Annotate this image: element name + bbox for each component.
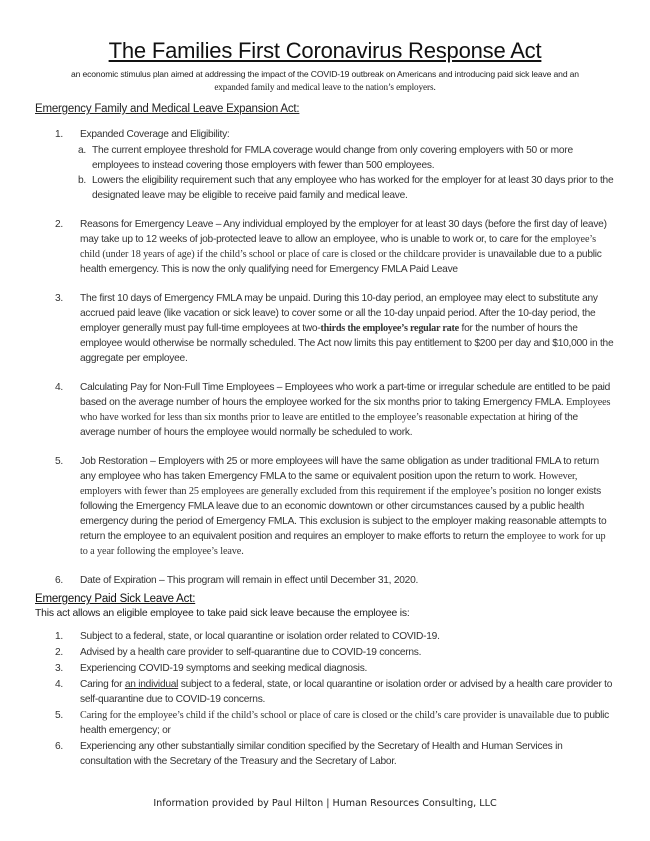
item-text (80, 217, 615, 277)
section-heading-sick-leave: Emergency Paid Sick Leave Act: (35, 593, 196, 605)
text-run: Caring for (80, 679, 125, 690)
item-text: Subject to a federal, state, or local quarantine or isolation order related to COVID-19. (80, 631, 440, 642)
text-run: to public health emergency; or (80, 710, 610, 736)
item-text: Experiencing COVID-19 symptoms and seeking medical diagnosis. (80, 663, 368, 674)
list-item (55, 127, 615, 142)
sub-item (78, 143, 615, 173)
item-text: Experiencing any other substantially similar condition specified by the Secretary of Health and Human Services in consultation with the Secretary of the Treasury and the Secretary of Labor. (80, 741, 563, 767)
sub-item-letter: a. (78, 145, 86, 156)
item-number: 2. (55, 219, 63, 230)
sub-item (78, 173, 615, 203)
text-run: Job Restoration – Employers with 25 or more employees will have the same obligation as under traditional FMLA to return any employee who has taken Emergency FMLA to the same or equivalent position upon the return to work. (80, 456, 599, 482)
item-number: 6. (55, 575, 63, 586)
sub-item-letter: b. (78, 175, 86, 186)
sub-item-text: Lowers the eligibility requirement such that any employee who has worked for the employer for at least 30 days prior to the designated leave may be eligible to receive paid family and medical leave. (92, 175, 614, 201)
subtitle-line-1: an economic stimulus plan aimed at addressing the impact of the COVID-19 outbreak on Americans and introducing paid sick leave and an (71, 69, 579, 79)
item-number: 4. (55, 382, 63, 393)
item-text (80, 677, 615, 707)
fmla-list (55, 127, 615, 588)
list-item (55, 217, 615, 277)
text-run: Reasons for Emergency Leave – Any individual employed by the employer for at least 30 days (before the first day of leave) may take up to 12 weeks of job-protected leave to allow an employee, who is unable to work or, to care for the (80, 219, 607, 245)
sub-item-text: The current employee threshold for FMLA coverage would change from only covering employers with 50 or more employees to instead covering those employers with fewer than 500 employees. (92, 145, 573, 171)
text-run: Caring for the employee’s child if the child’s school or place of care is closed or the child’s care provider is unavailable due (80, 710, 571, 721)
item-number: 5. (55, 710, 63, 721)
text-run: Employees who have worked for less than six months prior to leave are entitled to the employee’s reasonable expectation at (80, 397, 611, 423)
sick-leave-list (55, 629, 615, 769)
text-run: However, employers with fewer than 25 employees are generally excluded from this requirement if the employee’s position (80, 471, 578, 497)
text-run: hiring of the average number of hours the employee would normally be scheduled to work. (80, 412, 578, 438)
document-title: The Families First Coronavirus Response Act (108, 38, 542, 63)
list-item (55, 291, 615, 366)
text-run: subject to a federal, state, or local quarantine or isolation order or advised by a health care provider to self-quarantine due to COVID-19 concerns. (80, 679, 613, 705)
text-run: for the number of hours the employee would otherwise be normally scheduled. The Act now limits this pay entitlement to $200 per day and $10,000 in the aggregate per employee. (80, 323, 614, 364)
subtitle-line-2: expanded family and medical leave to the nation’s employers. (214, 82, 436, 92)
sub-list (78, 143, 615, 203)
footer-credit: Information provided by Paul Hilton | Human Resources Consulting, LLC (153, 798, 497, 809)
text-run: employee to work for up to a year following the employee’s leave. (80, 531, 606, 557)
list-item (55, 573, 615, 588)
text-run-underlined: an individual (124, 679, 179, 690)
list-item (55, 454, 615, 559)
item-text (80, 380, 615, 440)
item-number: 3. (55, 663, 63, 674)
text-run-bold: thirds the employee’s regular rate (320, 323, 459, 334)
list-item (55, 661, 615, 676)
item-number: 1. (55, 129, 63, 140)
item-number: 6. (55, 741, 63, 752)
item-text (80, 454, 615, 559)
text-run: unavailable due to a public health emergency. This is now the only qualifying need for Emergency FMLA Paid Leave (80, 249, 602, 275)
item-number: 1. (55, 631, 63, 642)
list-item (55, 629, 615, 644)
text-run: The first 10 days of Emergency FMLA may be unpaid. During this 10-day period, an employee may elect to substitute any accrued paid leave (like vacation or sick leave) to cover some or all the 10-day unpaid period. After the 10-day period, the employer generally must pay full-time employees at two- (80, 293, 598, 334)
text-run: Calculating Pay for Non-Full Time Employees – Employees who work a part-time or irregular schedule are entitled to be paid based on the average number of hours the employee worked for the six months prior to taking Emergency FMLA. (80, 382, 611, 408)
item-number: 2. (55, 647, 63, 658)
text-run: employee’s child (under 18 years of age) if the child’s school or place of care is closed or the childcare provider is (80, 234, 596, 260)
item-text (80, 291, 615, 366)
item-number: 4. (55, 679, 63, 690)
list-item (55, 677, 615, 707)
document-subtitle (40, 68, 610, 94)
section-intro: This act allows an eligible employee to take paid sick leave because the employee is: (35, 608, 410, 619)
item-text: Expanded Coverage and Eligibility: (80, 129, 230, 140)
list-item (55, 645, 615, 660)
item-text: Date of Expiration – This program will remain in effect until December 31, 2020. (80, 575, 419, 586)
list-item (55, 708, 615, 738)
list-item (55, 380, 615, 440)
text-run: no longer exists following the Emergency FMLA leave due to an economic downtown or other circumstances caused by a public health emergency during the period of Emergency FMLA. This exclusion is subject to the employer making reasonable attempts to return the employee to an equivalent position and requires an employer to make efforts to return the (80, 486, 607, 542)
section-heading-fmla: Emergency Family and Medical Leave Expansion Act: (35, 103, 300, 115)
item-number: 3. (55, 293, 63, 304)
item-number: 5. (55, 456, 63, 467)
list-item (55, 739, 615, 769)
item-text (80, 708, 615, 738)
item-text: Advised by a health care provider to self-quarantine due to COVID-19 concerns. (80, 647, 422, 658)
